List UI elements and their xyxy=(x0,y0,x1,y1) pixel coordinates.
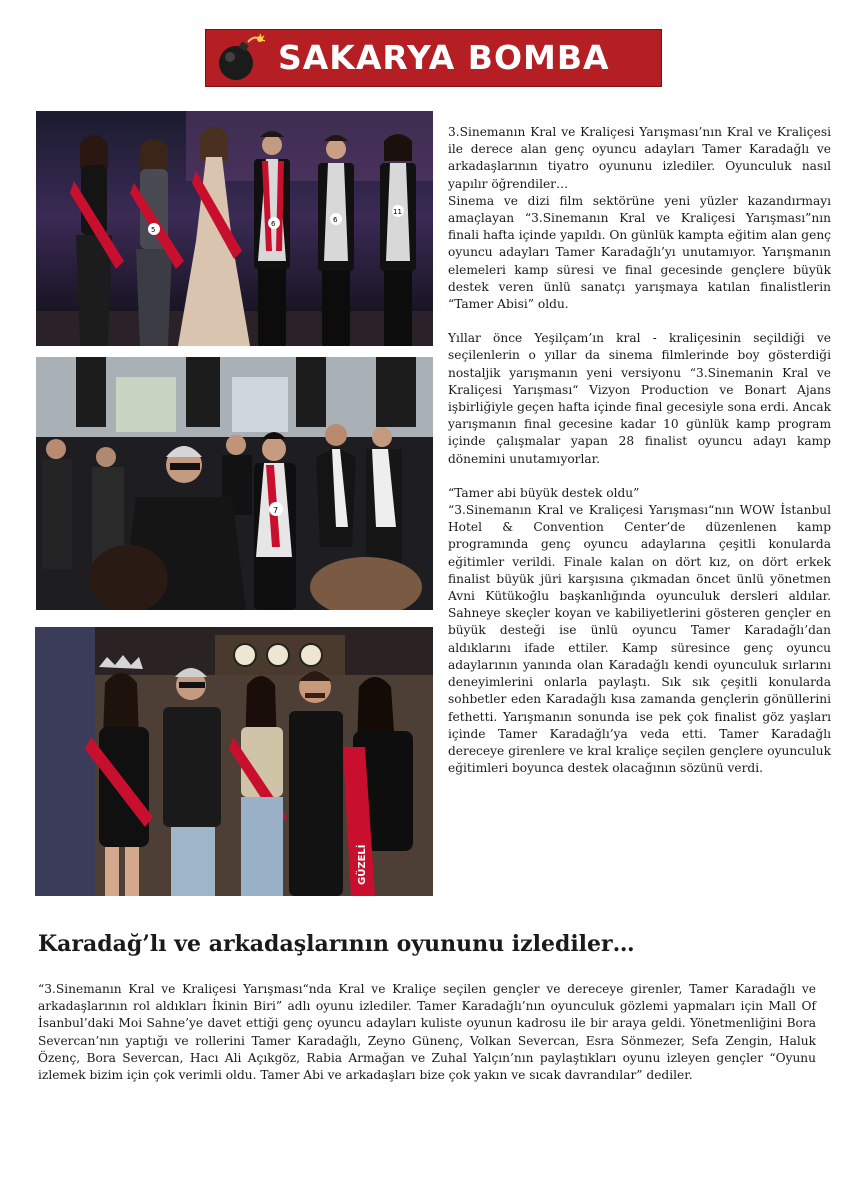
article-column xyxy=(448,124,831,777)
sash-number: 7 xyxy=(273,506,279,515)
photo-group-meeting xyxy=(36,357,433,610)
sash-number: 5 xyxy=(151,226,156,234)
article-body-bottom: “3.Sinemanın Kral ve Kraliçesi Yarışması“nda Kral ve Kraliçe seçilen gençler ve dereceye girenler, Tamer Karadağlı ve arkadaşlarının rol aldıkları İkinin Biri” adlı oyunu izlediler. Tamer Karadağlı’nın oyunculuk gözlemi yapmaları için Mall Of İsanbul’daki Moi Sahne’ye davet ettiği genç oyuncu adayları kuliste oyunun kadrosu ile bir araya geldi. Yönetmenliğini Bora Severcan’nın yaptığı ve rollerini Tamer Karadağlı, Zeyno Günenç, Volkan Severcan, Esra Sönmezer, Sefa Zengin, Haluk Özenç, Bora Severcan, Hacı Ali Açıkgöz, Rabia Armağan ve Zuhal Yalçın’nın paylaştıkları oyunu izleyen gençler “Oyunu izlemek bizim için çok verimli oldu. Tamer Abi ve arkadaşları bize çok yakın ve sıcak davrandılar” dediler. xyxy=(38,982,816,1083)
article-paragraph: Yıllar önce Yeşilçam’ın kral - kraliçesinin seçildiği ve seçilenlerin o yıllar da sinema filmlerinde boy gösterdiği nostaljik yarışmanın yeni versiyonu “3.Sinemanin Kral ve Kraliçesi Yarışması“ Vizyon Production ve Bonart Ajans işbirliğiyle geçen hafta içinde final gecesiyle sona erdi. Ancak yarışmanın final gecesine kadar 10 günlük kamp program içinde çalışmalar yapan 28 finalist oyuncu adayı kamp dönemini unutamıyorlar. xyxy=(448,331,831,466)
article-paragraph: Sinema ve dizi film sektörüne yeni yüzler kazandırmayı amaçlayan “3.Sinemanın Kral ve Kraliçesi Yarışması”nın finali hafta içinde yapıldı. On günlük kampta eğitim alan genç oyuncu adayları Tamer Karadağlı’yı unutamıyor. Yarışmanın elemeleri kamp süresi ve final gecesinde gençlere büyük destek veren ünlü sanatçı yarışmaya katılan finalistlerin “Tamer Abisi” oldu. xyxy=(448,193,831,312)
photo-stage-lineup xyxy=(36,111,433,346)
bomb-icon xyxy=(212,33,268,85)
sash-number: 6 xyxy=(333,216,338,224)
article-paragraph: “3.Sinemanın Kral ve Kraliçesi Yarışması“nın WOW İstanbul Hotel & Convention Center’de düzenlenen kamp programında genç oyuncu adaylarına çeşitli konularda eğitimler verildi. Finale kalan on dört kız, on dört erkek finalist büyük jüri karşısına çıkmadan öncet ünlü yönetmen Avni Kütükoğlu başkanlığında oyunculuk dersleri aldılar. Sahneye skeçler koyan ve kabiliyetlerini gösteren gençler en büyük desteği ise ünlü oyuncu Tamer Karadağlı’dan aldıklarını ifade ettiler. Kamp süresince genç oyuncu adaylarının yanında olan Karadağlı kendi oyunculuk sırlarını deneyimlerini onlarla paylaştı. Sık sık çeşitli konularda sohbetler eden Karadağlı kısa zamanda gençlerin gönüllerini fethetti. Yarışmanın sonunda ise pek çok finalist göz yaşları içinde Tamer Karadağlı’ya veda etti. Tamer Karadağlı dereceye girenlere ve kral kraliçe seçilen gençlere oyunculuk eğitimleri boyunca destek olacağının sözünü verdi. xyxy=(448,503,831,776)
sash-number: 11 xyxy=(393,208,402,216)
photo-group-pose xyxy=(35,627,433,896)
article-headline: Karadağ’lı ve arkadaşlarının oyununu izlediler… xyxy=(38,931,635,957)
masthead-logo xyxy=(205,29,662,87)
sash-text: GÜZELİ xyxy=(357,844,368,885)
sash-number: 6 xyxy=(271,220,276,228)
article-intro: 3.Sinemanın Kral ve Kraliçesi Yarışması’nın Kral ve Kraliçesi ile derece alan genç oyuncu adayları Tamer Karadağlı ve arkadaşlarının tiyatro oyununu izlediler. Oyunculuk nasıl yapılır öğrendiler… xyxy=(448,125,831,191)
article-subhead: “Tamer abi büyük destek oldu” xyxy=(448,485,640,500)
brand-title: SAKARYA BOMBA xyxy=(278,38,610,77)
